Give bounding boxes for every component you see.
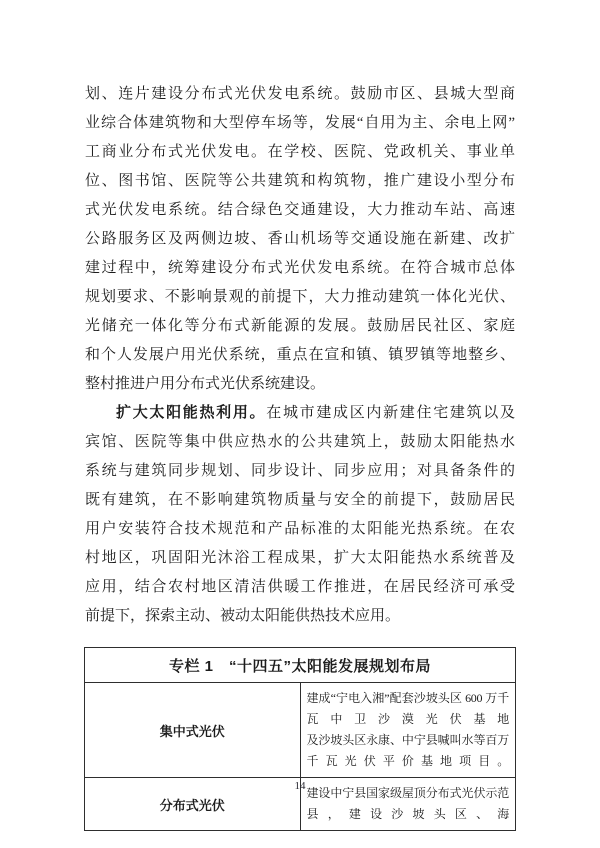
- body-text-line: 工商业分布式光伏发电。在学校、医院、党政机关、事业单: [85, 144, 515, 160]
- body-text-line: 业综合体建筑物和大型停车场等，发展“自用为主、余电上网”: [85, 115, 515, 131]
- body-text-line: 整村推进户用分布式光伏系统建设。: [85, 376, 326, 392]
- panel-title-row: [85, 648, 516, 683]
- body-text-line: 位、图书馆、医院等公共建筑和构筑物，推广建设小型分布: [85, 173, 515, 189]
- row-content: [300, 683, 516, 778]
- table-text-line: 及沙坡头区永康、中宁县喊叫水等百万千瓦光伏平价基地项目。: [306, 733, 509, 768]
- paragraph-lead-bold: 扩大太阳能热利用。: [116, 405, 267, 421]
- body-text-line: 式光伏发电系统。结合绿色交通建设，大力推动车站、高速: [85, 202, 515, 218]
- panel-table: [84, 647, 516, 831]
- page-content: [85, 80, 515, 831]
- table-text-line: 建设中宁县国家级屋顶分布式光伏示范县，建设沙坡头区、海: [306, 786, 509, 821]
- paragraph-lead-rest: 在城市建成区内新建住宅建筑以及: [266, 405, 515, 421]
- table-text-line: 建成“宁电入湘”配套沙坡头区 600 万千瓦中卫沙漠光伏基地: [306, 691, 509, 726]
- body-text-line: 和个人发展户用光伏系统，重点在宣和镇、镇罗镇等地整乡、: [85, 347, 515, 363]
- body-text-line: 前提下，探索主动、被动太阳能供热技术应用。: [85, 608, 401, 624]
- body-text-line: 用户安装符合技术规范和产品标准的太阳能光热系统。在农: [85, 521, 515, 537]
- body-text-line: 宾馆、医院等集中供应热水的公共建筑上，鼓励太阳能热水: [85, 434, 515, 450]
- page-number: 14: [294, 780, 306, 792]
- body-text-line: 光储充一体化等分布式新能源的发展。鼓励居民社区、家庭: [85, 318, 515, 334]
- panel-title: 专栏 1 “十四五”太阳能发展规划布局: [85, 648, 516, 683]
- body-text-line: 村地区，巩固阳光沐浴工程成果，扩大太阳能热水系统普及: [85, 550, 515, 566]
- body-text-line: [85, 399, 515, 428]
- table-row-centralized-pv: [85, 683, 516, 778]
- body-text-line: 公路服务区及两侧边坡、香山机场等交通设施在新建、改扩: [85, 231, 515, 247]
- body-text-line: 建过程中，统筹建设分布式光伏发电系统。在符合城市总体: [85, 260, 515, 276]
- body-text-line: 应用，结合农村地区清洁供暖工作推进，在居民经济可承受: [85, 579, 515, 595]
- body-text-line: 既有建筑，在不影响建筑物质量与安全的前提下，鼓励居民: [85, 492, 515, 508]
- paragraph-distributed-pv: [85, 80, 515, 399]
- paragraph-solar-thermal: [85, 399, 515, 631]
- row-label: 集中式光伏: [85, 683, 301, 778]
- body-text-line: 划、连片建设分布式光伏发电系统。鼓励市区、县城大型商: [85, 86, 515, 102]
- body-text-line: 规划要求、不影响景观的前提下，大力推动建筑一体化光伏、: [85, 289, 515, 305]
- body-text-line: 系统与建筑同步规划、同步设计、同步应用；对具备条件的: [85, 463, 515, 479]
- row-label: 分布式光伏: [85, 778, 301, 831]
